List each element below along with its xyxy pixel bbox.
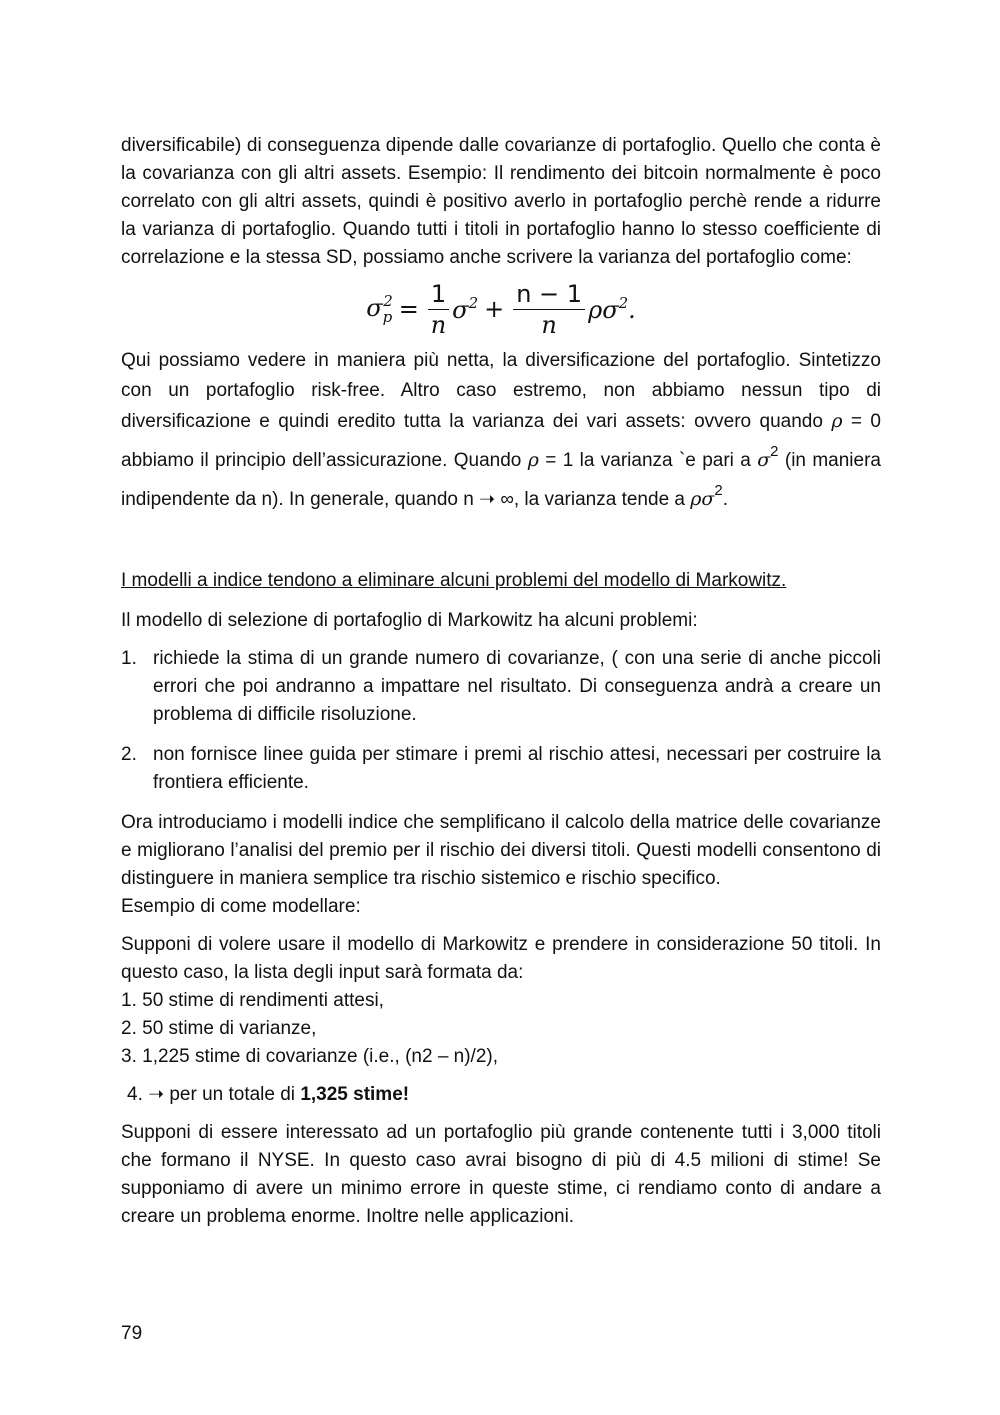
section-heading: I modelli a indice tendono a eliminare alcuni problemi del modello di Markowitz.	[121, 570, 787, 591]
paragraph-diversification: Qui possiamo vedere in maniera più netta, la diversificazione del portafoglio. Sintetizzo con un portafoglio risk-free. Altro caso estremo, non abbiamo nessun tipo di diversificazione e quindi eredito tutta la varianza dei vari assets: ovvero quando ρ = 0 abbiamo il principio dell’assicurazione. Quando ρ = 1 la varianza `e pari a $\sigma^2$ (in maniera indipendente da n). In generale, quando n ➝ ∞, la varianza tende a $\rho\sigma^2$.	[121, 350, 881, 510]
paragraph-nyse: Supponi di essere interessato ad un portafoglio più grande contenente tutti i 3,000 titoli che formano il NYSE. In questo caso avrai bisogno di più di 4.5 milioni di stime! Se supponiamo di avere un minimo errore in queste stime, ci rendiamo conto di andare a creare un problema enorme. Inoltre nelle applicazioni.	[121, 1122, 881, 1227]
paragraph-markowitz-inputs: Supponi di volere usare il modello di Markowitz e prendere in considerazione 50 titoli. In questo caso, la lista degli input sarà formata da:	[121, 934, 881, 983]
problems-list	[121, 645, 881, 797]
input-line-3: 3. 1,225 stime di covarianze (i.e., (n2 – n)/2),	[121, 1046, 499, 1067]
document-page	[121, 132, 881, 1231]
formula-equals: =	[398, 295, 419, 323]
total-estimates: 1,325 stime!	[300, 1084, 410, 1105]
list-item: 2. non fornisce linee guida per stimare i premi al rischio attesi, necessari per costruire la frontiera efficiente.	[121, 744, 881, 793]
input-line-4: 4. ➝ per un totale di 1,325 stime!	[127, 1084, 410, 1105]
formula-fraction-2: $\frac{n - 1}{n}$	[513, 280, 585, 339]
page-number: 79	[121, 1323, 143, 1344]
paragraph-example-label: Esempio di come modellare:	[121, 896, 361, 917]
paragraph-covariance: diversificabile) di conseguenza dipende dalle covarianze di portafoglio. Quello che conta è la covarianza con gli altri assets. Esempio: Il rendimento dei bitcoin normalmente è poco correlato con gli altri assets, quindi è positivo averlo in portafoglio perchè rende a ridurre la varianza di portafoglio. Quando tutti i titoli in portafoglio hanno lo stesso coefficiente di correlazione e la stessa SD, possiamo anche scrivere la varianza del portafoglio come:	[121, 135, 881, 268]
paragraph-index-models: Ora introduciamo i modelli indice che semplificano il calcolo della matrice delle covarianze e migliorano l’analisi del premio per il rischio dei diversi titoli. Questi modelli consentono di distinguere in maniera semplice tra rischio sistemico e rischio specifico.	[121, 812, 881, 889]
formula-lhs: $\sigma_p^2$	[366, 292, 393, 326]
paragraph-problems-intro: Il modello di selezione di portafoglio di Markowitz ha alcuni problemi:	[121, 610, 698, 631]
formula-plus: +	[484, 295, 505, 323]
list-item: 1. richiede la stima di un grande numero di covarianze, ( con una serie di anche piccoli errori che poi andranno a impattare nel risultato. Di conseguenza andrà a creare un problema di difficile risoluzione.	[121, 648, 881, 725]
input-line-2: 2. 50 stime di varianze,	[121, 1018, 317, 1039]
portfolio-variance-formula	[121, 276, 881, 342]
formula-term-1: $\sigma^2$	[452, 294, 479, 324]
formula-term-2: $\rho\sigma^2$.	[588, 294, 636, 324]
formula-fraction-1: $\frac{1}{n}$	[428, 280, 449, 339]
input-line-1: 1. 50 stime di rendimenti attesi,	[121, 990, 384, 1011]
